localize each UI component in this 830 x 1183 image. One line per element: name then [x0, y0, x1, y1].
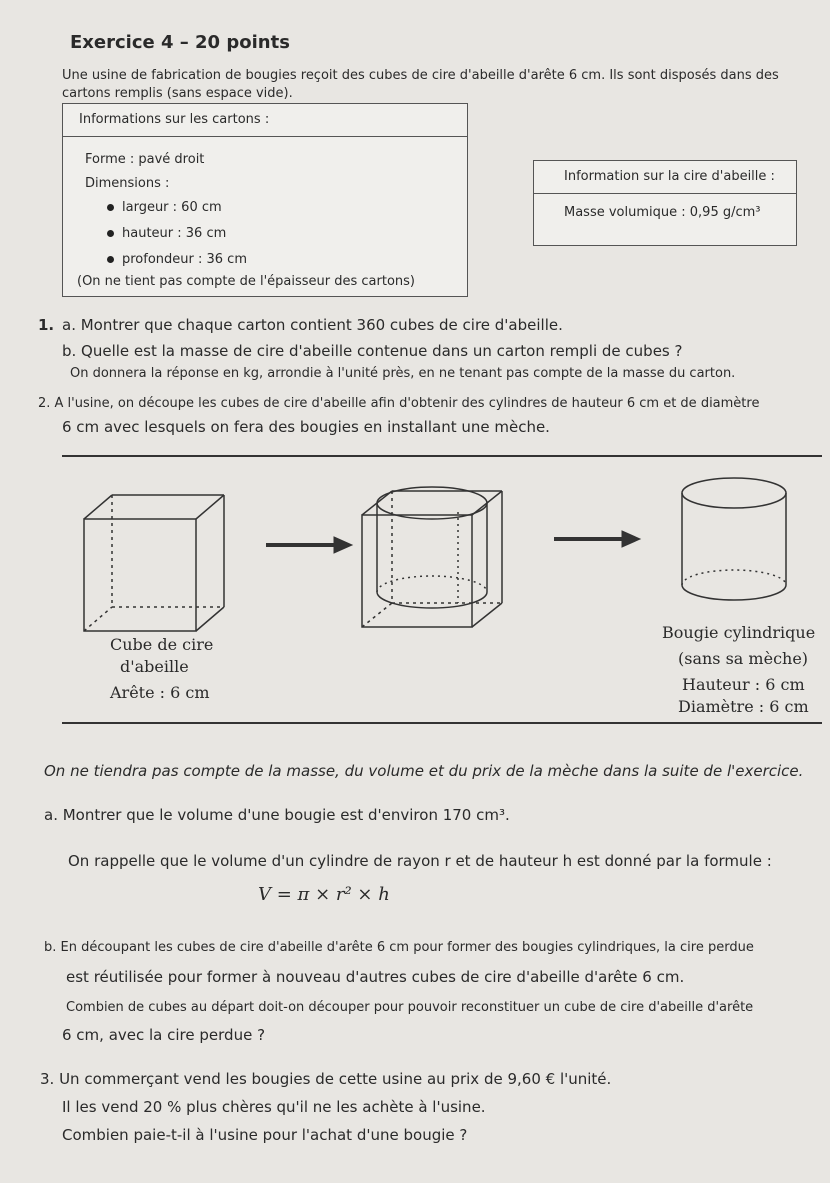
q2b-text-4: 6 cm, avec la cire perdue ? — [62, 1026, 266, 1044]
carton-note: (On ne tient pas compte de l'épaisseur des cartons) — [77, 274, 415, 289]
q2-text-2: 6 cm avec lesquels on fera des bougies en installant une mèche. — [62, 418, 550, 436]
q1-number: 1. — [38, 316, 55, 334]
cire-info-box — [533, 160, 797, 246]
q2a-recall: On rappelle que le volume d'un cylindre de rayon r et de hauteur h est donné par la formule : — [68, 852, 772, 870]
q3-text-2: Il les vend 20 % plus chères qu'il ne les achète à l'usine. — [62, 1098, 486, 1116]
bougie-caption-3: Hauteur : 6 cm — [682, 675, 805, 694]
carton-largeur: largeur : 60 cm — [107, 200, 222, 215]
q2b-text-2: est réutilisée pour former à nouveau d'autres cubes de cire d'abeille d'arête 6 cm. — [66, 968, 685, 986]
cube-caption-3: Arête : 6 cm — [110, 683, 210, 702]
cube-caption-1: Cube de cire — [110, 635, 214, 654]
cylinder-drawing — [682, 478, 786, 600]
intro-line-2: cartons remplis (sans espace vide). — [62, 86, 293, 101]
bougie-caption-2: (sans sa mèche) — [678, 649, 809, 668]
cire-masse-volumique: Masse volumique : 0,95 g/cm³ — [564, 205, 761, 220]
q1b-text: b. Quelle est la masse de cire d'abeille contenue dans un carton rempli de cubes ? — [62, 342, 683, 360]
cube-cylinder-drawing — [362, 487, 502, 627]
exercise-title: Exercice 4 – 20 points — [70, 32, 290, 53]
note-meche: On ne tiendra pas compte de la masse, du volume et du prix de la mèche dans la suite de l'exercice. — [44, 762, 804, 780]
q3-text-3: Combien paie-t-il à l'usine pour l'achat d'une bougie ? — [62, 1126, 468, 1144]
carton-forme: Forme : pavé droit — [85, 152, 205, 167]
q2-text: 2. À l'usine, on découpe les cubes de cire d'abeille afin d'obtenir des cylindres de hauteur 6 cm et de diamètre — [38, 396, 760, 411]
q2b-text-3: Combien de cubes au départ doit-on découper pour pouvoir reconstituer un cube de cire d'abeille d'arête — [66, 1000, 754, 1015]
cube-drawing — [84, 495, 224, 631]
q1b-text-2: On donnera la réponse en kg, arrondie à l'unité près, en ne tenant pas compte de la masse du carton. — [70, 366, 736, 381]
carton-dimensions-label: Dimensions : — [85, 176, 170, 191]
intro-line-1: Une usine de fabrication de bougies reçoit des cubes de cire d'abeille d'arête 6 cm. Ils sont disposés dans des — [62, 68, 779, 83]
cire-info-header: Information sur la cire d'abeille : — [564, 169, 775, 184]
q2b-text-1: b. En découpant les cubes de cire d'abeille d'arête 6 cm pour former des bougies cylindriques, la cire perdue — [44, 940, 754, 955]
figure-panel — [62, 455, 822, 724]
q3-text-1: 3. Un commerçant vend les bougies de cette usine au prix de 9,60 € l'unité. — [40, 1070, 612, 1088]
carton-info-header: Informations sur les cartons : — [79, 112, 270, 127]
carton-info-box — [62, 103, 468, 297]
carton-profondeur: profondeur : 36 cm — [107, 252, 247, 267]
cube-caption-2: d'abeille — [120, 657, 189, 676]
q2a-text: a. Montrer que le volume d'une bougie est d'environ 170 cm³. — [44, 806, 510, 824]
bougie-caption-1: Bougie cylindrique — [662, 623, 816, 642]
arrow-1 — [266, 537, 352, 553]
q1a-text: a. Montrer que chaque carton contient 360 cubes de cire d'abeille. — [62, 316, 563, 334]
arrow-2 — [554, 531, 640, 547]
carton-hauteur: hauteur : 36 cm — [107, 226, 226, 241]
cylinder-volume-formula: V = π × r² × h — [258, 884, 390, 905]
bougie-caption-4: Diamètre : 6 cm — [678, 697, 809, 716]
